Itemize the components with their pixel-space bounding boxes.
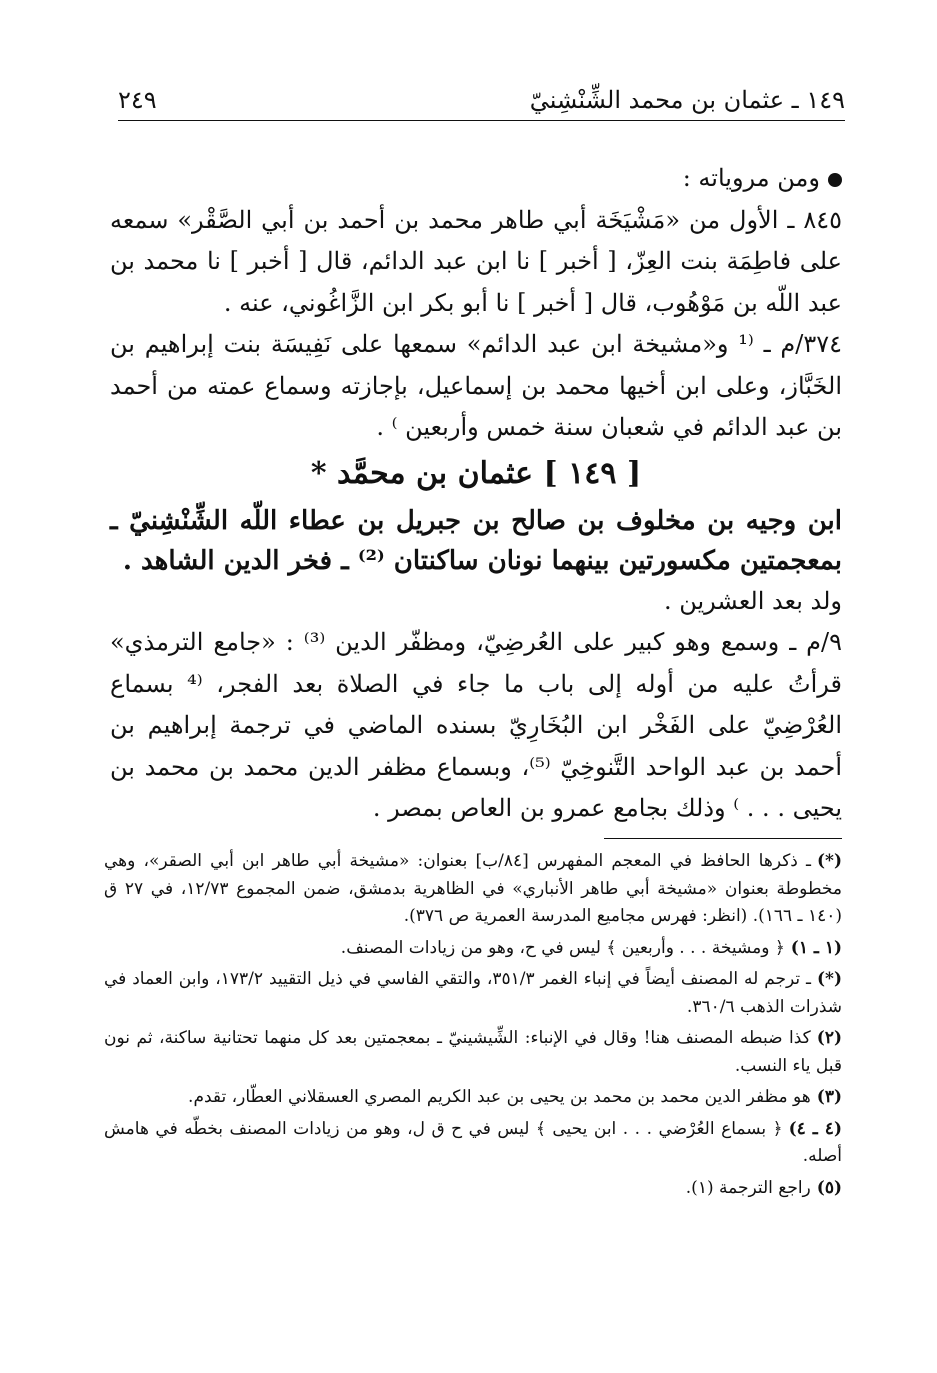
entry-name: ابن وجيه بن مخلوف بن صالح بن جبريل بن عطاء اللّه الشِّنْشِنيّ ـ بمعجمتين مكسورتين بينهما نونان ساكنتان ⁽²⁾ ـ فخر الدين الشاهد . xyxy=(110,505,842,576)
footnote-text: ﴿ ومشيخة . . . وأربعين ﴾ ليس في ح، وهو من زيادات المصنف. xyxy=(340,937,785,958)
footnotes xyxy=(104,848,842,1206)
footnote-mark: (٤ ـ ٤) xyxy=(788,1118,842,1139)
footnote xyxy=(104,1025,842,1080)
footnote-mark: (٣) xyxy=(816,1087,842,1107)
page-number: ٢٤٩ xyxy=(118,86,157,114)
footnote-text: ـ ترجم له المصنف أيضاً في إنباء الغمر ٣٥١/٣، والتقي الفاسي في ذيل التقييد ١٧٣/٢، وابن العماد في شذرات الذهب ٣٦٠/٦. xyxy=(104,969,842,1017)
birth-note: ولد بعد العشرين . xyxy=(663,586,842,615)
footnote-mark: (٢) xyxy=(816,1028,842,1048)
footnote-mark: (*) xyxy=(817,851,842,871)
intro-line: ومن مروياته : xyxy=(110,158,842,200)
footnote xyxy=(104,848,842,931)
footnote xyxy=(104,1175,842,1203)
main-text xyxy=(110,158,842,830)
bullet-icon xyxy=(828,173,842,187)
footnote xyxy=(104,1116,842,1171)
footnote-text: كذا ضبطه المصنف هنا! وقال في الإنباء: الشِّيشينيّ ـ بمعجمتين بعد كل منهما تحتانية ساكنة، ثم نون قبل ياء النسب. xyxy=(104,1028,842,1076)
paragraph-374: ٣٧٤/م ـ ⁽¹ و«مشيخة ابن عبد الدائم» سمعها على نَفِيسَة بنت إبراهيم بن الخَبَّاز، وعلى ابن أخيها محمد بن إسماعيل، بإجازته وسماع عمته من أحمد بن عبد الدائم في شعبان سنة خمس وأربعين ⁾ . xyxy=(110,330,842,441)
header-divider xyxy=(118,120,845,121)
footnote xyxy=(104,1084,842,1112)
footnote-mark: (٥) xyxy=(816,1177,842,1198)
page-header xyxy=(118,78,845,114)
footnote xyxy=(104,935,842,963)
footnote-text: ـ ذكرها الحافظ في المعجم المفهرس [٨٤/ب] بعنوان: «مشيخة أبي طاهر ابن أبي الصقر»، وهي مخطوطة بعنوان «مشيخة أبي طاهر الأنباري» في الظاهرية بدمشق، ضمن المجموع ١٢/٧٣، في ٢٧ ق (١٤٠ ـ ١٦٦). (انظر: فهرس مجاميع المدرسة العمرية ص ٣٧٦). xyxy=(104,851,842,926)
footnote-text: ﴿ بسماع العُرْضي . . . ابن يحيى ﴾ ليس في ح ق ل، وهو من زيادات المصنف بخطّه في هامش أصله. xyxy=(104,1118,842,1166)
footnote-text: راجع الترجمة (١). xyxy=(685,1177,811,1198)
footnote-divider xyxy=(604,838,842,839)
footnote-text: هو مظفر الدين محمد بن محمد بن يحيى بن عبد الكريم المصري العسقلاني العطّار، تقدم. xyxy=(188,1087,811,1107)
paragraph-9: ٩/م ـ وسمع وهو كبير على العُرضِيّ، ومظفّر الدين ⁽³⁾ : «جامع الترمذي» قرأتُ عليه من أوله إلى باب ما جاء في الصلاة بعد الفجر، ⁽⁴ بسماع العُرْضِيّ على الفَخْر ابن البُخَارِيّ بسنده الماضي في ترجمة إبراهيم بن أحمد بن عبد الواحد التَّنوخِيّ ⁽⁵⁾، وبسماع مظفر الدين محمد بن محمد بن يحيى . . . ⁾ وذلك بجامع عمرو بن العاص بمصر . xyxy=(110,628,843,822)
footnote-mark: (*) xyxy=(817,969,842,989)
paragraph-845: ٨٤٥ ـ الأول من «مَشْيَخَة أبي طاهر محمد بن أحمد بن أبي الصَّقْر» سمعه على فاطِمَة بنت العِزّ، [ أخبر ] نا ابن عبد الدائم، قال [ أخبر ] نا محمد بن عبد اللّه بن مَوْهُوب، قال [ أخبر ] نا أبو بكر ابن الزَّاغُوني، عنه . xyxy=(110,205,842,317)
footnote xyxy=(104,966,842,1021)
entry-heading: [ ١٤٩ ] عثمان بن محمَّد * xyxy=(310,455,642,491)
footnote-mark: (١ ـ ١) xyxy=(790,937,842,958)
running-title: ١٤٩ ـ عثمان بن محمد الشِّنْشِنيّ xyxy=(529,86,845,114)
